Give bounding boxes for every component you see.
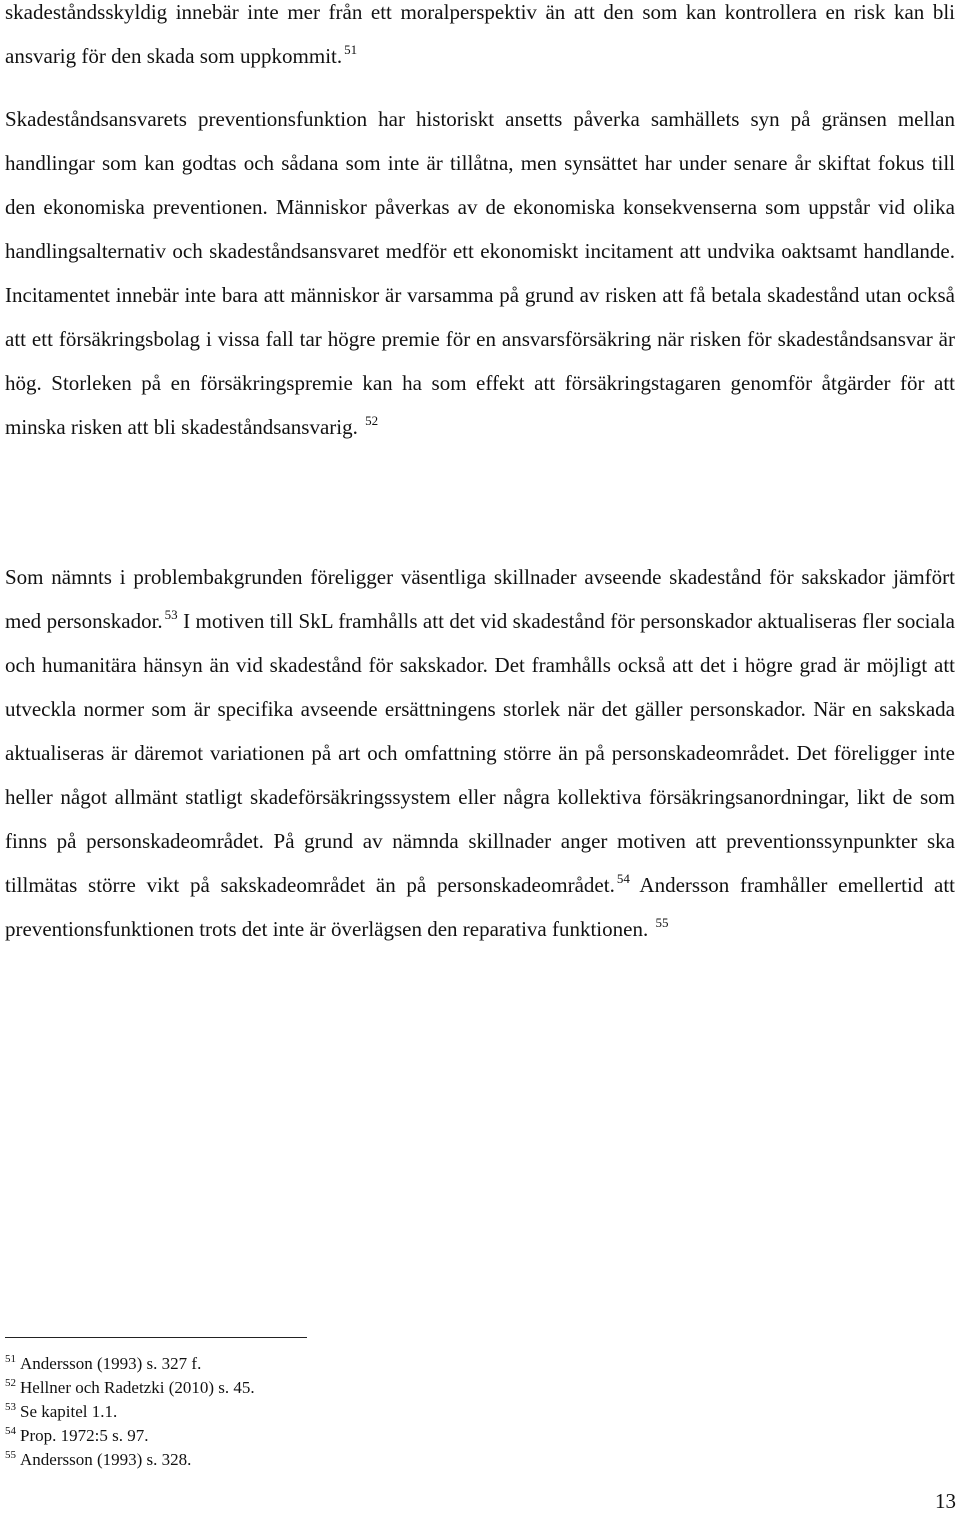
footnote-separator bbox=[5, 1337, 307, 1338]
footnote-item bbox=[5, 1400, 255, 1424]
footnote-number: 55 bbox=[5, 1449, 16, 1461]
footnote-number: 53 bbox=[5, 1401, 16, 1413]
paragraph-3-text-b: I motiven till SkL framhålls att det vid skadestånd för personskador aktualiseras fler sociala och humanitära hänsyn än vid skadestånd för sakskador. Det framhålls också att det i högre grad är möjligt att utveckla normer som är specifika avseende ersättningens storlek när det gäller personskador. När en sakskada aktualiseras är däremot variationen på art och omfattning större än på personskadeområdet. Det föreligger inte heller något allmänt statligt skadeförsäkringssystem eller några kollektiva försäkringsanordningar, likt de som finns på personskadeområdet. På grund av nämnda skillnader anger motiven att preventionssynpunkter ska tillmätas större vikt på sakskadeområdet än på personskadeområdet. bbox=[5, 609, 955, 897]
footnote-ref-54[interactable]: 54 bbox=[616, 871, 630, 886]
footnote-list bbox=[5, 1352, 255, 1472]
footnote-text: Prop. 1972:5 s. 97. bbox=[20, 1426, 149, 1445]
page-number: 13 bbox=[935, 1489, 956, 1513]
footnote-ref-55[interactable]: 55 bbox=[655, 915, 669, 930]
footnote-ref-51[interactable]: 51 bbox=[344, 42, 358, 57]
paragraph-2 bbox=[5, 97, 955, 449]
footnote-item bbox=[5, 1448, 255, 1472]
paragraph-1-text: skadeståndsskyldig innebär inte mer från ett moralperspektiv än att den som kan kontrollera en risk kan bli ansvarig för den skada som uppkommit. bbox=[5, 0, 955, 68]
paragraph-3-text-c: Andersson framhåller emellertid att preventionsfunktionen trots det inte är överlägsen den reparativa funktionen. bbox=[5, 873, 955, 941]
footnote-ref-53[interactable]: 53 bbox=[164, 607, 178, 622]
footnote-item bbox=[5, 1424, 255, 1448]
footnote-ref-52[interactable]: 52 bbox=[365, 413, 379, 428]
footnote-number: 52 bbox=[5, 1377, 16, 1389]
paragraph-1 bbox=[5, 0, 955, 78]
footnote-number: 54 bbox=[5, 1425, 16, 1437]
footnote-text: Andersson (1993) s. 328. bbox=[20, 1450, 192, 1469]
footnote-item bbox=[5, 1352, 255, 1376]
footnote-text: Andersson (1993) s. 327 f. bbox=[20, 1354, 202, 1373]
footnote-text: Se kapitel 1.1. bbox=[20, 1402, 118, 1421]
paragraph-2-text: Skadeståndsansvarets preventionsfunktion har historiskt ansetts påverka samhällets syn på gränsen mellan handlingar som kan godtas och sådana som inte är tillåtna, men synsättet har under senare år skiftat fokus till den ekonomiska preventionen. Människor påverkas av de ekonomiska konsekvenserna som uppstår vid olika handlingsalternativ och skadeståndsansvaret medför ett ekonomiskt incitament att undvika oaktsamt handlande. Incitamentet innebär inte bara att människor är varsamma på grund av risken att få betala skadestånd utan också att ett försäkringsbolag i vissa fall tar högre premie för en ansvarsförsäkring när risken för skadeståndsansvar är hög. Storleken på en försäkringspremie kan ha som effekt att försäkringstagaren genomför åtgärder för att minska risken att bli skadeståndsansvarig. bbox=[5, 107, 955, 439]
paragraph-3 bbox=[5, 555, 955, 951]
footnote-item bbox=[5, 1376, 255, 1400]
footnote-text: Hellner och Radetzki (2010) s. 45. bbox=[20, 1378, 255, 1397]
paragraph-3-text-a: Som nämnts i problembakgrunden föreligger väsentliga skillnader avseende skadestånd för sakskador jämfört med personskador. bbox=[5, 565, 955, 633]
footnote-number: 51 bbox=[5, 1353, 16, 1365]
